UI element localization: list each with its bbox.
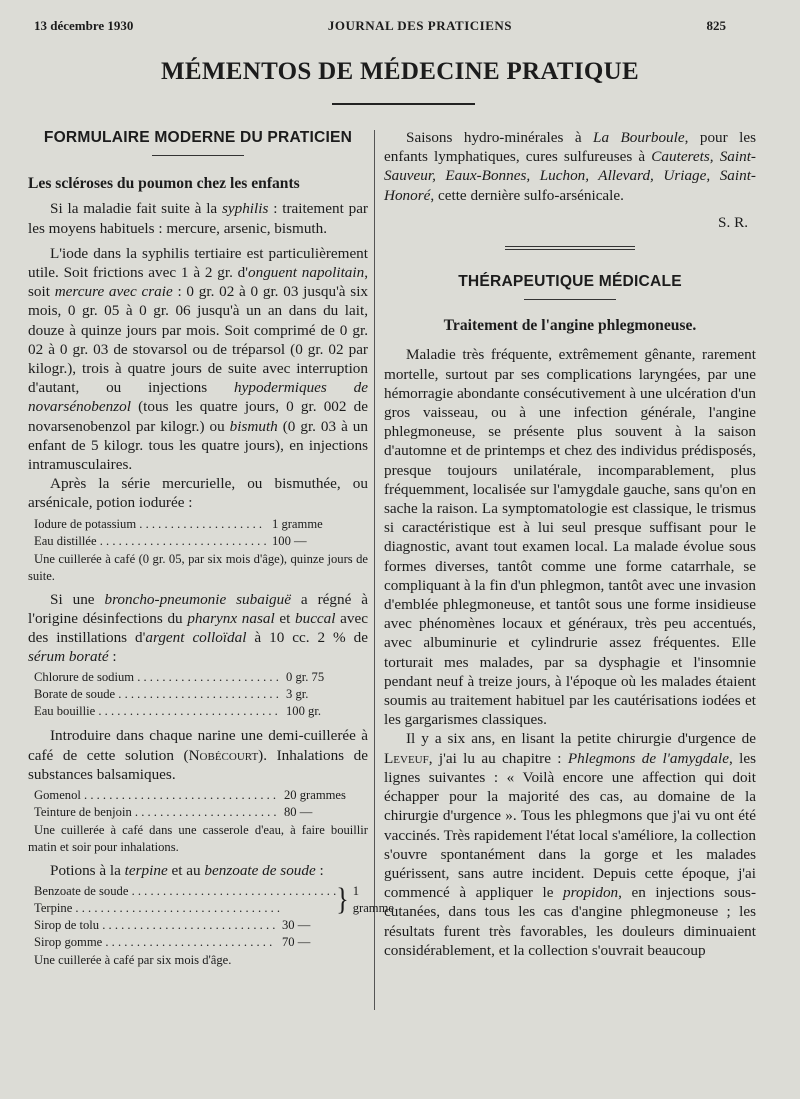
prescription-line: Teinture de benjoin . . . 80 —	[34, 804, 368, 821]
paragraph-potions: Potions à la terpine et au benzoate de soude :	[50, 862, 324, 880]
title-underline	[332, 103, 475, 105]
paragraph-narine: Introduire dans chaque narine une demi-cuillerée à café de cette solution (Nobécourt). Inhalations de substances balsamiques.	[28, 727, 368, 783]
page-title: MÉMENTOS DE MÉDECINE PRATIQUE	[161, 58, 639, 85]
prescription-line: Sirop gomme . . . 70 —	[34, 934, 368, 951]
header-journal-name: JOURNAL DES PRATICIENS	[327, 18, 513, 33]
prescription-line: Terpine . . .	[34, 900, 336, 917]
prescription-note: Une cuillerée à café (0 gr. 05, par six mois d'âge), quinze jours de suite.	[28, 551, 368, 583]
header-page-number: 825	[706, 18, 726, 33]
prescription-note: Une cuillerée à café par six mois d'âge.	[34, 953, 232, 968]
right-column	[384, 128, 756, 960]
prescription-brace-group	[34, 882, 394, 918]
prescription-line: Borate de soude . . . 3 gr.	[34, 686, 368, 703]
prescription-potion-ioduree	[34, 516, 368, 550]
header-date: 13 décembre 1930	[34, 18, 134, 33]
brace-quantity: } 1 gramme	[336, 882, 394, 918]
prescription-line: Eau distillée . . . 100 —	[34, 533, 368, 550]
paragraph-iode: L'iode dans la syphilis tertiaire est particulièrement utile. Soit frictions avec 1 à 2 gr. d'onguent napolitain, soit mercure avec craie : 0 gr. 02 à 0 gr. 03 jusqu'à six mois, 0 gr. 05 à 0 gr. 06 jusqu'à un an dans du lait, douze à quinze jours par mois. Soit comprimé de 0 gr. 02 à 0 gr. 03 de stovarsol ou de tréparsol (0 gr. 02 par kilogr.), trois à quatre jours de suite avec interruption d'autant, ou injections hypodermiques de novarsénobenzol (tous les quatre jours, 0 gr. 002 de novarsenobenzol par kilogr.) ou bismuth (0 gr. 03 à un enfant de 5 kilogr. tous les quatre jours), en injections intramusculaires.	[28, 244, 369, 474]
prescription-line: Gomenol . . . 20 grammes	[34, 787, 368, 804]
section-rule	[524, 299, 616, 300]
prescription-line: Iodure de potassium . . . 1 gramme	[34, 516, 368, 533]
left-column	[28, 128, 394, 974]
prescription-line: Eau bouillie . . . 100 gr.	[34, 703, 368, 720]
prescription-inhalation	[34, 787, 368, 821]
article-subtitle-angine: Traitement de l'angine phlegmoneuse.	[443, 317, 697, 335]
paragraph-syphilis: Si la maladie fait suite à la syphilis : traitement par les moyens habituels : mercure, arsenic, bismuth.	[28, 200, 368, 237]
section-title-formulaire: FORMULAIRE MODERNE DU PRATICIEN	[43, 129, 353, 146]
author-signature: S. R.	[718, 213, 748, 231]
paragraph-broncho-pneumonie: Si une broncho-pneumonie subaiguë a régné à l'origine désinfections du pharynx nasal et buccal avec des instillations d'argent colloïdal à 10 cc. 2 % de sérum boraté :	[28, 590, 368, 666]
running-header	[34, 18, 726, 34]
prescription-line: Chlorure de sodium . . . 0 gr. 75	[34, 669, 368, 686]
article-subtitle-scleroses: Les scléroses du poumon chez les enfants	[28, 175, 300, 193]
prescription-serum-borate	[34, 669, 368, 720]
paragraph-saisons: Saisons hydro-minérales à La Bourboule, pour les enfants lymphatiques, cures sulfureuses à Cauterets, Saint-Sauveur, Eaux-Bonnes, Luchon, Allevard, Uriage, Saint-Honoré, cette dernière sulfo-arsénicale.	[384, 129, 756, 204]
prescription-note: Une cuillerée à café dans une casserole d'eau, à faire bouillir matin et soir pour inhalations.	[28, 823, 368, 855]
paragraph-apres-serie: Après la série mercurielle, ou bismuthée, ou arsénicale, potion iodurée :	[28, 475, 368, 512]
paragraph-maladie: Maladie très fréquente, extrêmement gênante, rarement mortelle, surtout par ses complications laryngées, par une hémorragie abondante consécutivement à une ulcération d'un gros vaisseau, ou à une infection générale, l'angine phlegmoneuse, se présente plus souvent à la saison d'automne et de printemps et chez des individus prédisposés, presque toujours unilatérale, incomparablement, plus fréquemment, localisée sur l'amygdale gauche, sans qu'on en sache la raison. La symptomatologie est classique, le trismus si caractéristique est à lui seul presque suffisant pour le diagnostic, avant tout examen local. La malade évolue sous formes diverses, tantôt comme une forme catarrhale, se compliquant à la fin d'un phlegmon, tantôt avec une invasion d'emblée phlegmoneuse, et tantôt sous une forme insidieuse avec phénomènes locaux et généraux, très peu accentués, avec albuminurie et cylindrurie assez fréquentes. Elle torturait mes malades, par sa dysphagie et l'insomnie pendant neuf à treize jours, à l'époque où les malades étaient soumis au traitement habituel par les cautérisations iodées et les gargarismes classiques.	[384, 346, 756, 729]
prescription-line: Sirop de tolu . . . 30 —	[34, 917, 368, 934]
section-title-therapeutique: THÉRAPEUTIQUE MÉDICALE	[458, 273, 682, 291]
paragraph-six-ans: Il y a six ans, en lisant la petite chirurgie d'urgence de Leveuf, j'ai lu au chapitre : Phlegmons de l'amygdale, les lignes suivantes : « Voilà encore une affection qui doit échapper pour la majorité des cas, au domaine de la chirurgie d'urgence ». Tous les phlegmons que j'ai vu ont été vaccinés. Très rapidement l'état local s'améliore, la collection s'ouvre spontanément dans la gorge et les malades guérissent, sans autre incident. Depuis cette époque, j'ai commencé à appliquer le propidon, en injections sous-cutanées, dans tous les cas d'angine phlegmoneuse ; les résultats furent très favorables, les douleurs diminuaient considérablement, et la collection s'ouvrait beaucoup	[384, 730, 757, 959]
column-divider	[374, 130, 375, 1010]
prescription-terpine	[34, 882, 394, 951]
double-rule	[505, 246, 635, 250]
section-rule	[152, 155, 244, 156]
prescription-line: Benzoate de soude . . .	[34, 883, 336, 900]
